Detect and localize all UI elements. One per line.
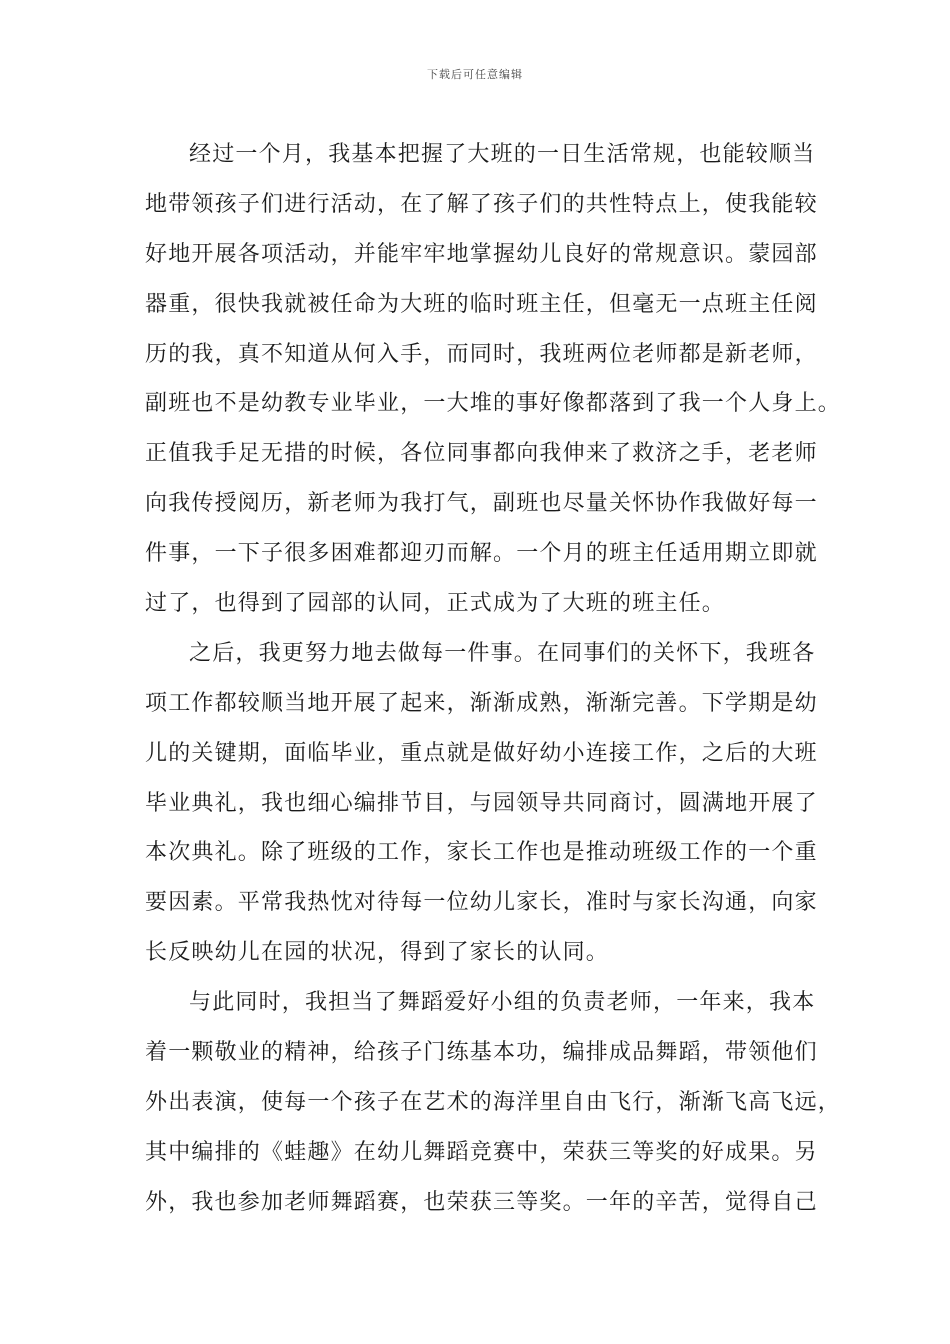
text-line: 副班也不是幼教专业毕业，一大堆的事好像都落到了我一个人身上。 — [145, 391, 842, 417]
text-line: 好地开展各项活动，并能牢牢地掌握幼儿良好的常规意识。蒙园部 — [145, 241, 818, 267]
text-line: 向我传授阅历，新老师为我打气，副班也尽量关怀协作我做好每一 — [145, 491, 818, 517]
text-line: 本次典礼。除了班级的工作，家长工作也是推动班级工作的一个重 — [145, 840, 818, 866]
text-line: 项工作都较顺当地开展了起来，渐渐成熟，渐渐完善。下学期是幼 — [145, 690, 818, 716]
text-line: 长反映幼儿在园的状况，得到了家长的认同。 — [145, 940, 610, 966]
text-line: 器重，很快我就被任命为大班的临时班主任，但毫无一点班主任阅 — [145, 291, 818, 317]
text-line: 与此同时，我担当了舞蹈爱好小组的负责老师，一年来，我本 — [189, 990, 816, 1016]
document-body — [145, 130, 842, 1228]
text-line: 地带领孩子们进行活动，在了解了孩子们的共性特点上，使我能较 — [145, 191, 818, 217]
text-line: 外，我也参加老师舞蹈赛，也荣获三等奖。一年的辛苦，觉得自己 — [145, 1189, 818, 1215]
text-line: 经过一个月，我基本把握了大班的一日生活常规，也能较顺当 — [189, 142, 816, 167]
text-line: 历的我，真不知道从何入手，而同时，我班两位老师都是新老师， — [145, 341, 818, 367]
text-line: 儿的关键期，面临毕业，重点就是做好幼小连接工作，之后的大班 — [145, 740, 818, 766]
text-line: 着一颗敬业的精神，给孩子门练基本功，编排成品舞蹈，带领他们 — [145, 1040, 818, 1066]
text-line: 件事，一下子很多困难都迎刃而解。一个月的班主任适用期立即就 — [145, 541, 818, 567]
page-header: 下载后可任意编辑 — [427, 68, 523, 81]
text-line: 要因素。平常我热忱对待每一位幼儿家长，准时与家长沟通，向家 — [145, 890, 818, 916]
text-line: 毕业典礼，我也细心编排节目，与园领导共同商讨，圆满地开展了 — [145, 790, 818, 816]
text-line: 之后，我更努力地去做每一件事。在同事们的关怀下，我班各 — [189, 640, 816, 666]
text-line: 过了，也得到了园部的认同，正式成为了大班的班主任。 — [145, 591, 726, 617]
text-line: 正值我手足无措的时候，各位同事都向我伸来了救济之手，老老师 — [145, 441, 818, 467]
text-line: 其中编排的《蛙趣》在幼儿舞蹈竞赛中，荣获三等奖的好成果。另 — [145, 1139, 818, 1165]
text-line: 外出表演，使每一个孩子在艺术的海洋里自由飞行，渐渐飞高飞远， — [145, 1089, 842, 1115]
